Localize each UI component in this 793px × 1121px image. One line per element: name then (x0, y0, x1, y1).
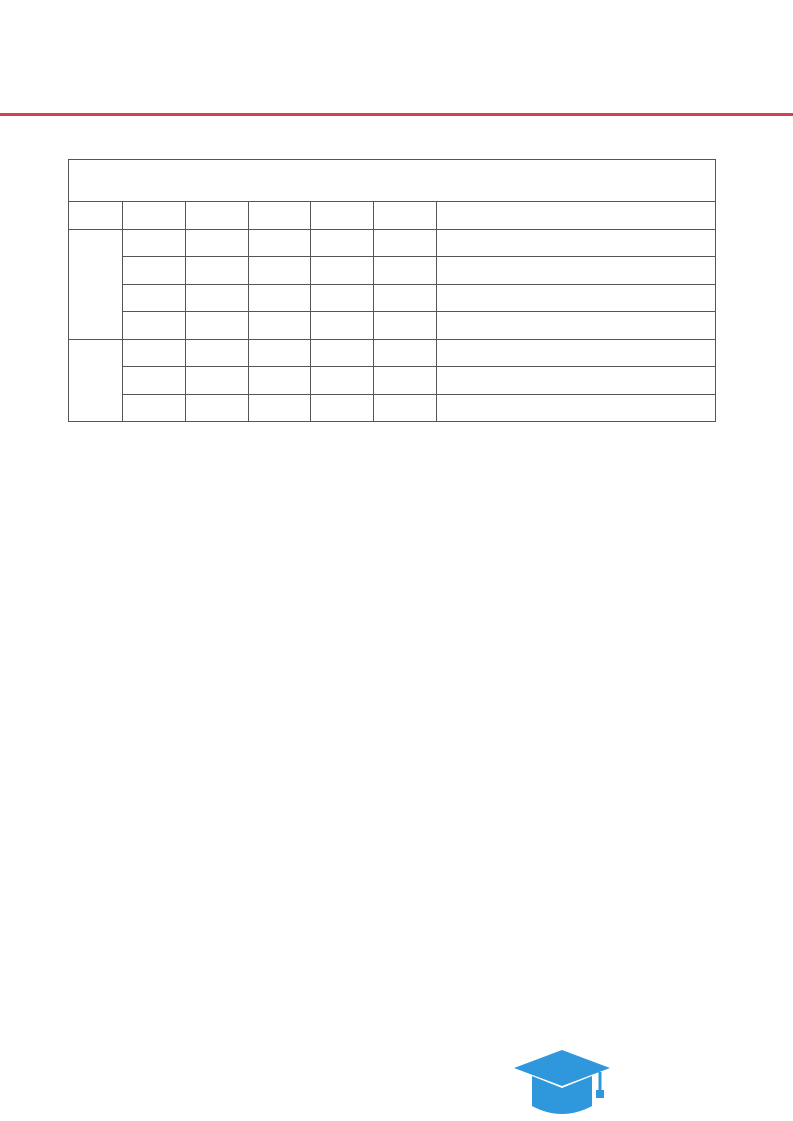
character-cell (123, 229, 186, 257)
column-header (311, 202, 374, 230)
words-cell (437, 284, 716, 312)
pinyin-cell (186, 229, 249, 257)
pinyin-cell (186, 367, 249, 395)
table-row (69, 284, 716, 312)
pinyin-cell (186, 257, 249, 285)
radical-cell (311, 312, 374, 340)
words-cell (437, 257, 716, 285)
pinyin-cell (186, 394, 249, 422)
group-label (69, 339, 123, 422)
table-row (69, 229, 716, 257)
column-header (123, 202, 186, 230)
table-row (69, 394, 716, 422)
words-cell (437, 229, 716, 257)
table-row (69, 312, 716, 340)
order-cell (249, 394, 311, 422)
structure-cell (374, 284, 437, 312)
title-divider (0, 113, 793, 116)
words-cell (437, 312, 716, 340)
graduation-cap-icon (512, 1046, 612, 1118)
character-cell (123, 257, 186, 285)
pinyin-cell (186, 312, 249, 340)
order-cell (249, 312, 311, 340)
words-cell (437, 394, 716, 422)
table-row (69, 257, 716, 285)
pinyin-cell (186, 284, 249, 312)
order-cell (249, 367, 311, 395)
character-cell (123, 284, 186, 312)
order-cell (249, 229, 311, 257)
radical-cell (311, 229, 374, 257)
column-header (374, 202, 437, 230)
radical-cell (311, 394, 374, 422)
character-cell (123, 367, 186, 395)
structure-cell (374, 339, 437, 367)
character-cell (123, 394, 186, 422)
radical-cell (311, 257, 374, 285)
group-label (69, 229, 123, 339)
structure-cell (374, 367, 437, 395)
structure-cell (374, 229, 437, 257)
words-cell (437, 367, 716, 395)
column-header (186, 202, 249, 230)
structure-cell (374, 312, 437, 340)
order-cell (249, 284, 311, 312)
structure-cell (374, 257, 437, 285)
structure-cell (374, 394, 437, 422)
table-row (69, 339, 716, 367)
lesson-title (69, 160, 716, 202)
order-cell (249, 339, 311, 367)
lesson-1-table (68, 159, 716, 422)
words-cell (437, 339, 716, 367)
pinyin-cell (186, 339, 249, 367)
radical-cell (311, 339, 374, 367)
character-cell (123, 312, 186, 340)
radical-cell (311, 284, 374, 312)
order-cell (249, 257, 311, 285)
radical-cell (311, 367, 374, 395)
group-header-blank (69, 202, 123, 230)
column-header (437, 202, 716, 230)
character-cell (123, 339, 186, 367)
watermark-logo (512, 1040, 793, 1121)
column-header (249, 202, 311, 230)
table-row (69, 367, 716, 395)
